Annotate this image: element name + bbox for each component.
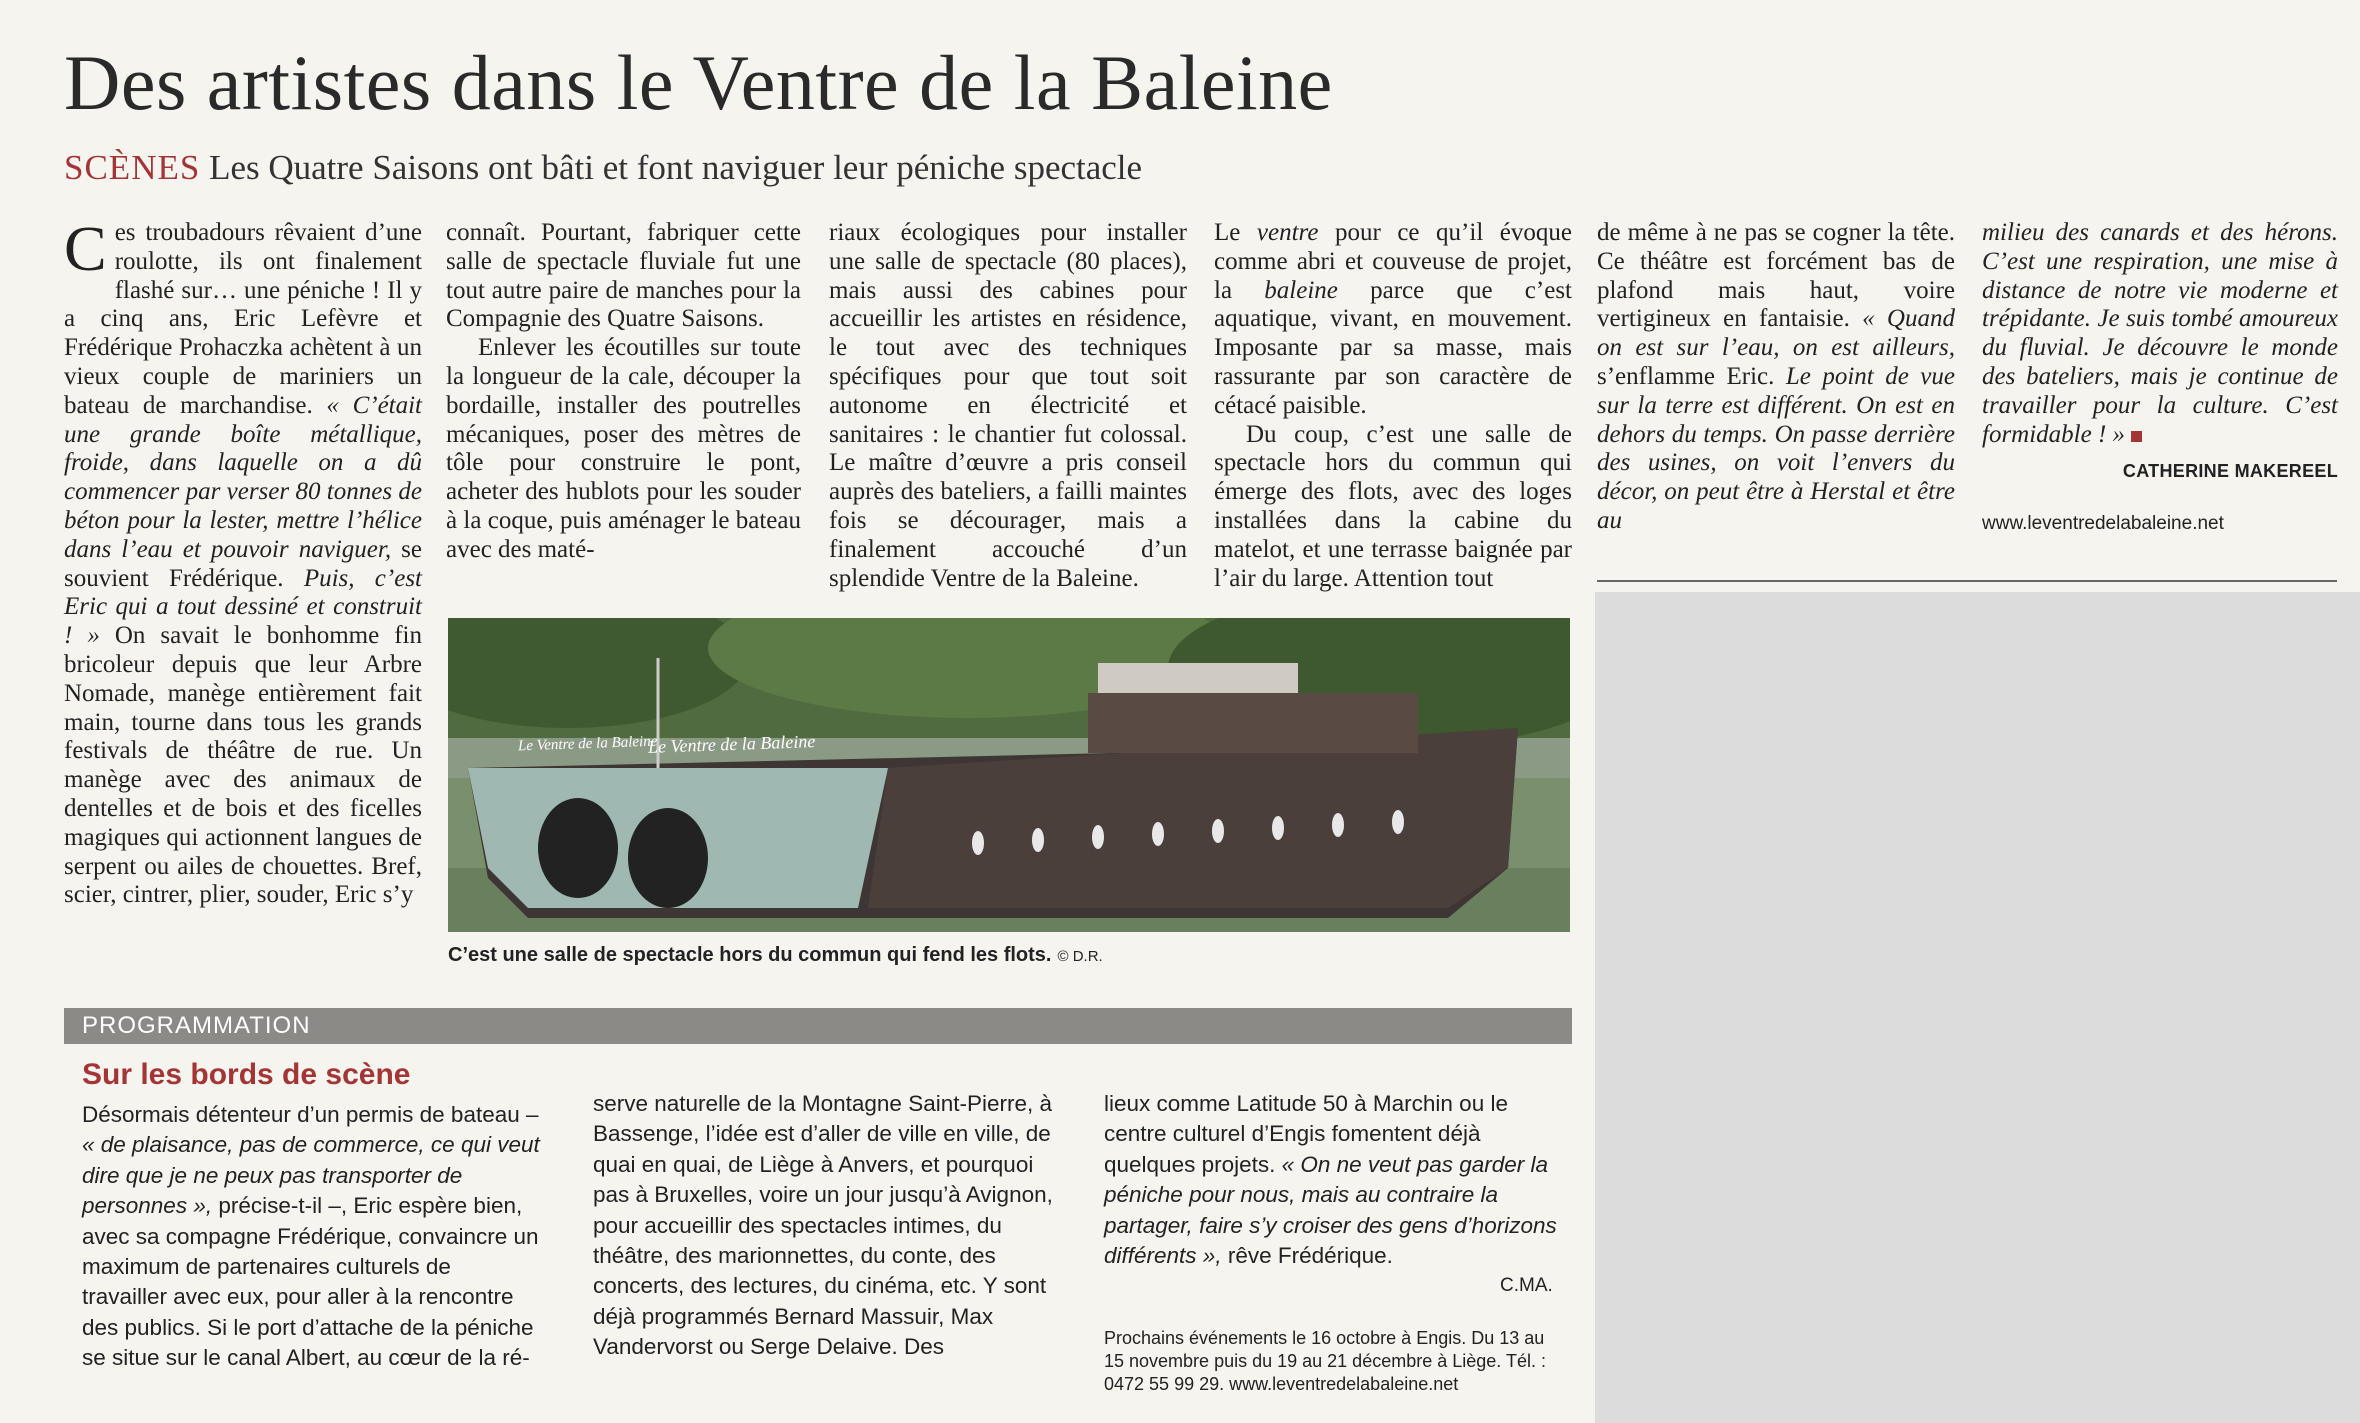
divider xyxy=(1597,580,2337,582)
text-run: pour ce qu’il évoque comme abri et couveuse de projet, la xyxy=(1214,219,1572,304)
text-run: lieux comme Latitude 50 à Marchin ou le centre culturel d’Engis fomentent déjà quelques projets. xyxy=(1104,1091,1508,1177)
text-run: On savait le bonhomme fin bricoleur depuis que leur Arbre Nomade, manège entièrement fait main, tourne dans tous les grands festivals de théâtre de rue. Un manège avec des animaux de dentelles et de bois et des ficelles magiques qui actionnent langues de serpent ou ailes de chouettes. Bref, scier, cintrer, plier, souder, Eric s’y xyxy=(64,622,422,909)
website-link[interactable]: www.leventredelabaleine.net xyxy=(1982,513,2224,534)
section-kicker: SCÈNES xyxy=(64,148,201,187)
article-column-3 xyxy=(829,219,1187,612)
text-run: précise-t-il –, Eric espère bien, avec sa compagne Frédérique, convaincre un maximum de partenaires culturels de travailler avec eux, pour aller à la rencontre des publics. Si le port d’attache de la péniche se situe sur le canal Albert, au cœur de la ré- xyxy=(82,1193,539,1371)
events-info: Prochains événements le 16 octobre à Engis. Du 13 au 15 novembre puis du 19 au 21 décembre à Liège. Tél. : 0472 55 99 29. www.leventredelabaleine.net xyxy=(1104,1328,1546,1394)
article-column-2 xyxy=(446,219,801,612)
text-run: Le xyxy=(1214,219,1257,246)
photo-boat xyxy=(448,618,1570,932)
text-run: de même à ne pas se cogner la tête. Ce théâtre est forcément bas de plafond mais haut, voire vertigineux en fantaisie. xyxy=(1597,219,1955,333)
photo-caption xyxy=(448,944,1103,967)
headline: Des artistes dans le Ventre de la Baleine xyxy=(64,39,1333,126)
dropcap: C xyxy=(64,213,107,284)
subheadline-text: Les Quatre Saisons ont bâti et font naviguer leur péniche spectacle xyxy=(209,148,1143,187)
sidebar-title: Sur les bords de scène xyxy=(82,1058,411,1091)
text-run: rêve Frédérique. xyxy=(1221,1243,1393,1269)
quote: « de plaisance, pas de commerce, ce qui veut dire que je ne peux pas transporter de personnes », xyxy=(82,1132,540,1219)
programmation-column-2 xyxy=(593,1089,1053,1419)
emphasis: ventre xyxy=(1256,219,1319,246)
photo-credit: © D.R. xyxy=(1057,948,1103,965)
quote: « Quand on est sur l’eau, on est ailleurs, xyxy=(1597,305,1955,362)
sidebar-signature: C.MA. xyxy=(1500,1275,1553,1296)
quote: Le point de vue sur la terre est différent. On est en dehors du temps. On passe derrière des usines, on voit l’envers du décor, on peut être à Herstal et être au xyxy=(1597,362,1955,534)
text-run: Désormais détenteur d’un permis de bateau – xyxy=(82,1102,539,1127)
paragraph: Enlever les écoutilles sur toute la longueur de la cale, découper la bordaille, installer des poutrelles mécaniques, poser des mètres de tôle pour construire le pont, acheter des hublots pour les souder à la coque, puis aménager le bateau avec des maté- xyxy=(446,334,801,563)
emphasis: baleine xyxy=(1264,276,1338,304)
paragraph: Du coup, c’est une salle de spectacle hors du commun qui émerge des flots, avec des loges installées dans la cabine du matelot, et une terrasse baignée par l’air du large. Attention tout xyxy=(1214,420,1572,592)
boat-name-label-2: Le Ventre de la Baleine xyxy=(647,731,816,757)
programmation-column-3 xyxy=(1104,1089,1564,1289)
section-bar-programmation: PROGRAMMATION xyxy=(64,1008,1572,1044)
text-run: es troubadours rêvaient d’une roulotte, ils ont finalement flashé sur… une péniche ! Il y a cinq ans, Eric Lefèvre et Frédérique Prohaczka achètent à un vieux couple de mariniers un bateau de marchandise. xyxy=(64,219,422,419)
scan-background xyxy=(1595,592,2360,1423)
paragraph: riaux écologiques pour installer une salle de spectacle (80 places), mais aussi des cabines pour accueillir les artistes en résidence, le tout avec des techniques spécifiques pour que tout soit autonome en électricité et sanitaires : le chantier fut colossal. Le maître d’œuvre a pris conseil auprès des bateliers, a failli maintes fois se décourager, mais a finalement accouché d’un splendide Ventre de la Baleine. xyxy=(829,219,1187,592)
article-column-1 xyxy=(64,213,423,979)
boat-name-label-1: Le Ventre de la Baleine xyxy=(517,733,658,755)
quote: milieu des canards et des hérons. C’est une respiration, une mise à distance de notre vie moderne et trépidante. Je suis tombé amoureux du fluvial. Je découvre le monde des bateliers, mais je continue de travailler pour la culture. C’est formidable ! » xyxy=(1982,219,2338,448)
subheadline xyxy=(64,148,1142,188)
text-run: s’enflamme Eric. xyxy=(1597,362,1786,390)
quote: « C’était une grande boîte métallique, froide, dans laquelle on a dû commencer par verser 80 tonnes de béton pour la lester, mettre l’hélice dans l’eau et pouvoir naviguer, xyxy=(64,391,422,563)
quote: « On ne veut pas garder la péniche pour nous, mais au contraire la partager, faire s’y croiser des gens d’horizons différents », xyxy=(1104,1151,1557,1269)
end-mark-icon xyxy=(2131,431,2142,442)
text-run: se souvient Frédérique. xyxy=(64,535,423,592)
paragraph: connaît. Pourtant, fabriquer cette salle de spectacle fluviale fut une tout autre paire de manches pour la Compagnie des Quatre Saisons. xyxy=(446,219,801,333)
article-column-5 xyxy=(1597,219,1955,599)
caption-text: C’est une salle de spectacle hors du commun qui fend les flots. xyxy=(448,944,1052,966)
boat-photo-illustration xyxy=(448,618,1570,932)
quote: Puis, c’est Eric qui a tout dessiné et construit ! » xyxy=(64,564,422,650)
article-column-6 xyxy=(1982,219,2338,519)
text-run: parce que c’est aquatique, vivant, en mouvement. Imposante par sa masse, mais rassurante par son caractère de cétacé paisible. xyxy=(1214,276,1572,419)
paragraph: serve naturelle de la Montagne Saint-Pierre, à Bassenge, l’idée est d’aller de ville en ville, de quai en quai, de Liège à Anvers, et pourquoi pas à Bruxelles, voire un jour jusqu’à Avignon, pour accueillir des spectacles intimes, du théâtre, des marionnettes, du conte, des concerts, des lectures, du cinéma, etc. Y sont déjà programmés Bernard Massuir, Max Vandervorst ou Serge Delaive. Des xyxy=(593,1091,1053,1360)
programmation-column-1 xyxy=(82,1100,542,1410)
article-column-4 xyxy=(1214,219,1572,612)
author-signature: CATHERINE MAKEREEL xyxy=(2122,461,2338,482)
